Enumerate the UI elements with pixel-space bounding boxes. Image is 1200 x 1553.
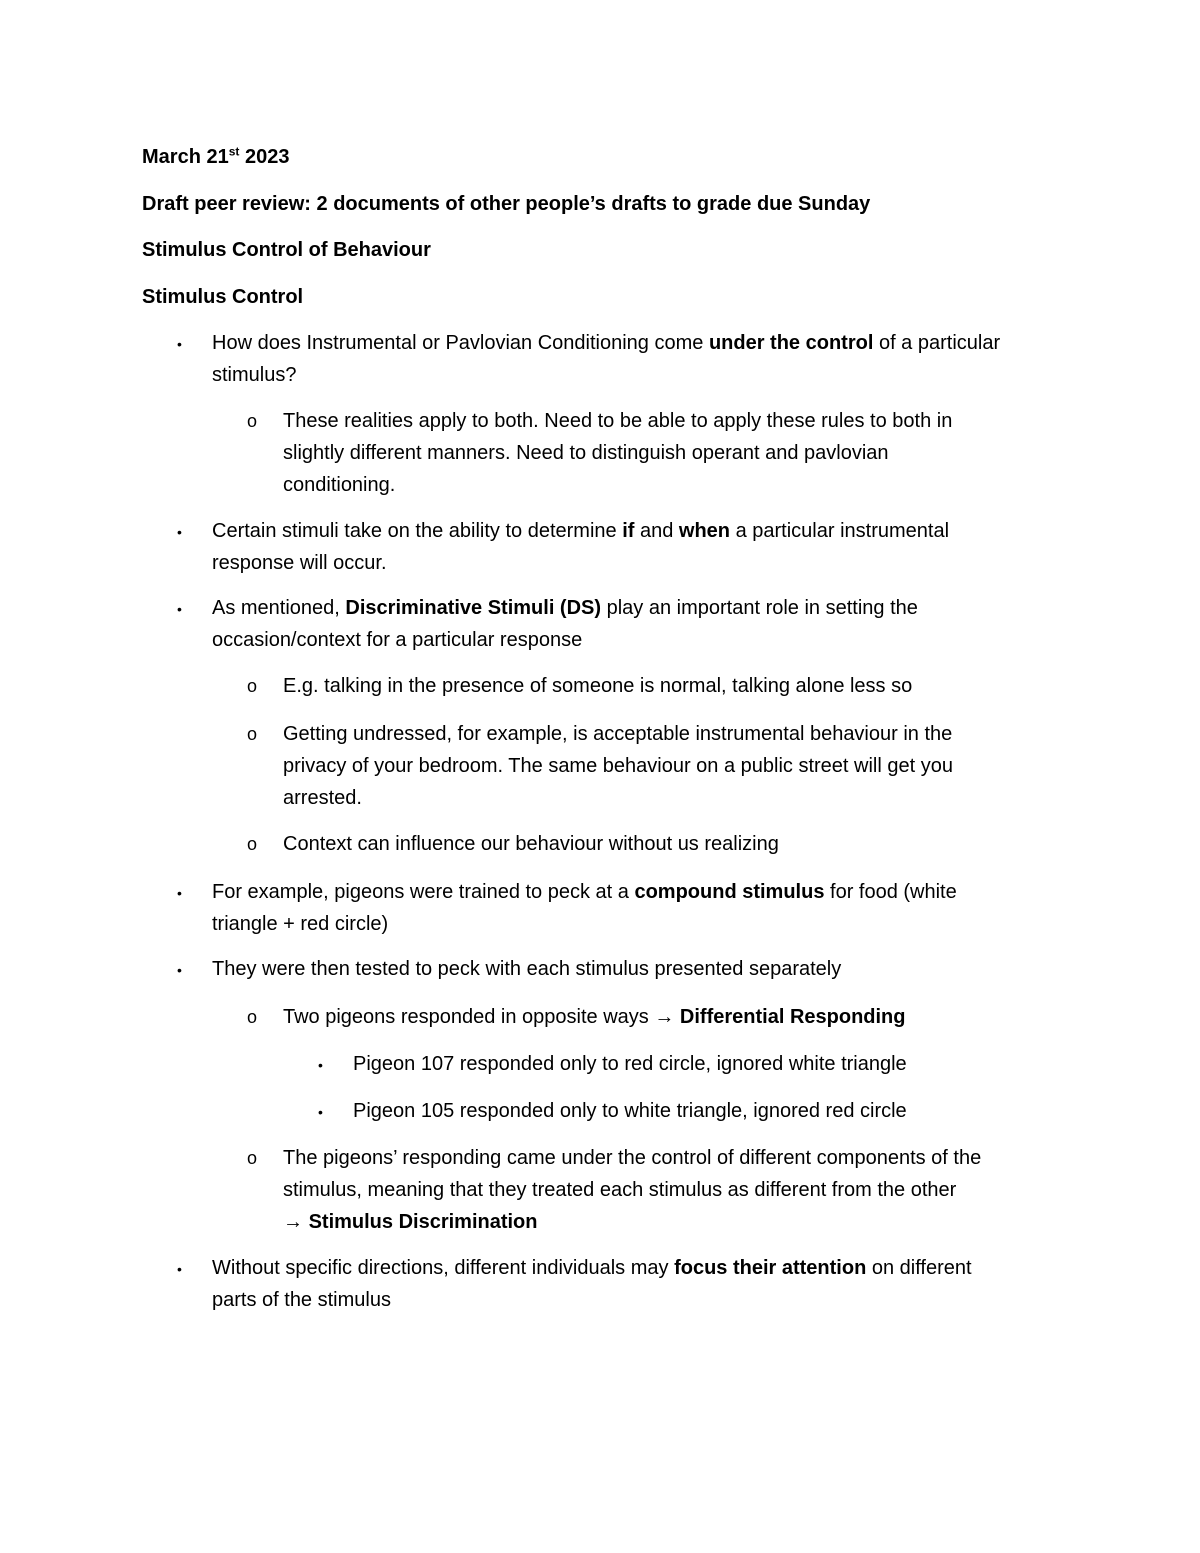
bullet-marker: •	[177, 885, 182, 901]
list-item: These realities apply to both. Need to be able to apply these rules to both in slightly different manners. Need to distinguish operant and pavlovian conditioning.	[283, 410, 953, 496]
bullet-marker: •	[177, 336, 182, 352]
sub-bullet-marker: o	[247, 1007, 258, 1027]
sub-bullet-marker: o	[247, 1148, 258, 1168]
bullet-marker: •	[318, 1057, 323, 1073]
date-heading: March 21st 2023	[142, 144, 290, 168]
sub-bullet-marker: o	[247, 724, 258, 744]
page-title: Stimulus Control of Behaviour	[142, 239, 431, 261]
sub-bullet-marker: o	[247, 676, 258, 696]
list-item: Getting undressed, for example, is acceptable instrumental behaviour in the privacy of your bedroom. The same behaviour on a public street will get you arrested.	[283, 723, 953, 809]
bullet-marker: •	[318, 1104, 323, 1120]
list-item: Two pigeons responded in opposite ways → Differential Responding	[283, 1006, 906, 1028]
list-item: The pigeons’ responding came under the control of different components of the stimulus, meaning that they treated each stimulus as different from the other → Stimulus Discrimination	[283, 1147, 982, 1233]
list-item: E.g. talking in the presence of someone is normal, talking alone less so	[283, 675, 913, 697]
list-item: Certain stimuli take on the ability to determine if and when a particular instrumental response will occur.	[212, 520, 950, 574]
list-item: As mentioned, Discriminative Stimuli (DS) play an important role in setting the occasion/context for a particular response	[212, 597, 918, 651]
list-item: They were then tested to peck with each stimulus presented separately	[212, 958, 842, 980]
arrow-icon: →	[283, 1211, 303, 1233]
sub-bullet-marker: o	[247, 411, 258, 431]
list-item: Pigeon 105 responded only to white triangle, ignored red circle	[353, 1100, 907, 1122]
list-item: Pigeon 107 responded only to red circle, ignored white triangle	[353, 1053, 907, 1075]
bullet-marker: •	[177, 601, 182, 617]
list-item: Without specific directions, different individuals may focus their attention on different parts of the stimulus	[212, 1257, 972, 1311]
sub-bullet-marker: o	[247, 834, 258, 854]
arrow-icon: →	[654, 1006, 675, 1028]
bullet-marker: •	[177, 524, 182, 540]
list-item: For example, pigeons were trained to peck at a compound stimulus for food (white triangle + red circle)	[212, 881, 957, 935]
list-item: Context can influence our behaviour without us realizing	[283, 833, 779, 855]
peer-review-heading: Draft peer review: 2 documents of other people’s drafts to grade due Sunday	[142, 193, 871, 215]
bullet-marker: •	[177, 962, 182, 978]
list-item: How does Instrumental or Pavlovian Conditioning come under the control of a particular stimulus?	[212, 332, 1001, 386]
section-title: Stimulus Control	[142, 286, 304, 308]
bullet-marker: •	[177, 1261, 182, 1277]
